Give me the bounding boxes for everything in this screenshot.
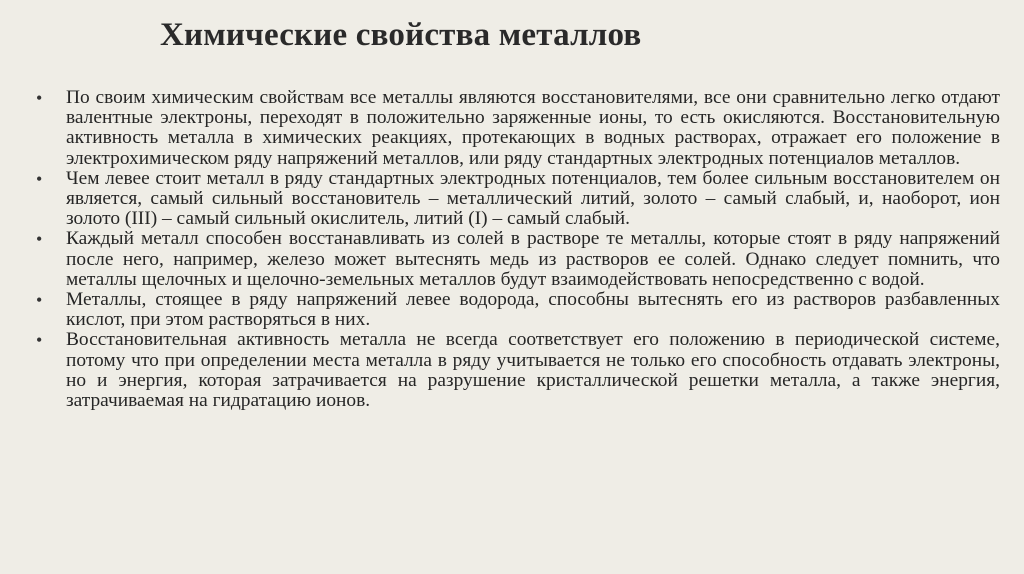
- bullet-list: [36, 88, 1000, 411]
- bullet-icon: •: [36, 330, 43, 351]
- slide-content: [36, 88, 1000, 411]
- bullet-item-1: [36, 88, 1000, 169]
- bullet-icon: •: [36, 88, 43, 108]
- bullet-item-2: [36, 169, 1000, 230]
- bullet-item-4: [36, 290, 1000, 330]
- bullet-text-3: Каждый металл способен восстанавливать из солей в растворе те металлы, которые стоят в ряду напряжений после него, например, железо может вытеснять медь из растворов ее солей. Однако следует помнить, что металлы щелочных и щелочно-земельных металлов будут взаимодействовать непосредственно с водой.: [66, 228, 1000, 290]
- bullet-item-3: [36, 229, 1000, 290]
- bullet-text-2: Чем левее стоит металл в ряду стандартных электродных потенциалов, тем более сильным восстановителем он является, самый сильный восстановитель – металлический литий, золото – самый слабый, и, наоборот, ион золото (III) – самый сильный окислитель, литий (I) – самый слабый.: [66, 167, 1000, 230]
- bullet-text-5: Восстановительная активность металла не всегда соответствует его положению в периодической системе, потому что при определении места металла в ряду учитывается не только его способность отдавать электроны, но и энергия, которая затрачивается на разрушение кристаллической решетки металла, а также энергия, затрачиваемая на гидратацию ионов.: [66, 329, 1000, 412]
- bullet-item-5: [36, 330, 1000, 411]
- bullet-icon: •: [36, 168, 43, 189]
- bullet-text-4: Металлы, стоящее в ряду напряжений левее водорода, способны вытеснять его из растворов разбавленных кислот, при этом растворяться в них.: [66, 289, 1000, 331]
- slide-title: Химические свойства металлов: [160, 17, 642, 53]
- bullet-icon: •: [36, 229, 43, 250]
- bullet-icon: •: [36, 290, 43, 311]
- bullet-text-1: По своим химическим свойствам все металлы являются восстановителями, все они сравнительно легко отдают валентные электроны, переходят в положительно заряженные ионы, то есть окисляются. Восстановительную активность металла в химических реакциях, протекающих в водных растворах, отражает его положение в электрохимическом ряду напряжений металлов, или ряду стандартных электродных потенциалов металлов.: [66, 87, 1000, 169]
